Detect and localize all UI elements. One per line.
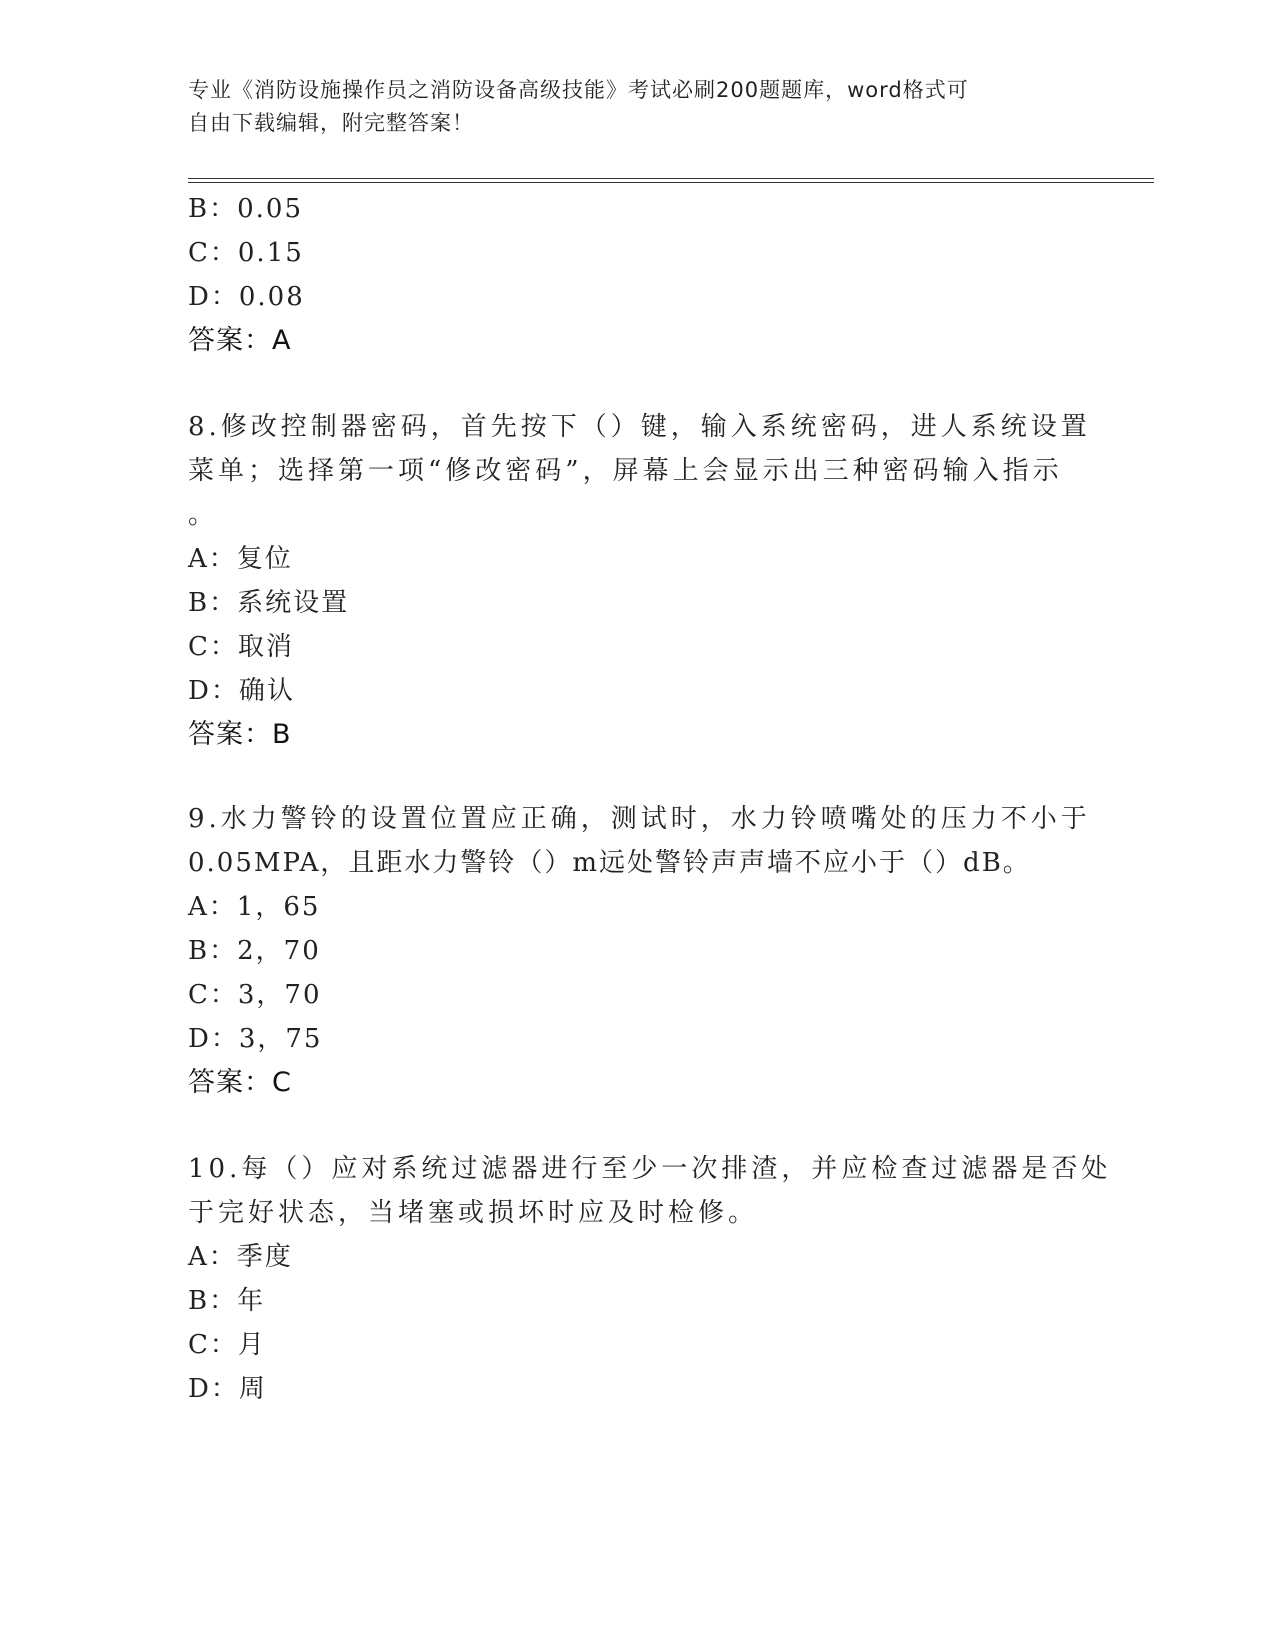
q9-option-b: B：2，70 xyxy=(188,936,321,966)
q8-stem-line-3: 。 xyxy=(188,500,219,530)
q7-option-b: B：0.05 xyxy=(188,194,303,224)
page-header xyxy=(188,74,1068,140)
q7-option-c: C：0.15 xyxy=(188,238,304,268)
q7-option-d: D：0.08 xyxy=(188,282,305,312)
q8-option-d: D：确认 xyxy=(188,676,295,706)
q10-option-a: A：季度 xyxy=(188,1242,293,1272)
q9-stem-line-2: 0.05MPA，且距水力警铃（）m远处警铃声声墙不应小于（）dB。 xyxy=(188,848,1031,878)
header-divider xyxy=(188,178,1154,183)
q7-answer: 答案：A xyxy=(188,325,292,356)
q8-option-a: A：复位 xyxy=(188,544,293,574)
q8-option-b: B：系统设置 xyxy=(188,588,350,618)
q9-answer: 答案：C xyxy=(188,1067,292,1098)
q10-stem-line-2: 于完好状态，当堵塞或损坏时应及时检修。 xyxy=(188,1198,759,1228)
header-line-1: 专业《消防设施操作员之消防设备高级技能》考试必刷200题题库，word格式可 xyxy=(188,78,969,102)
q9-stem-line-1: 9.水力警铃的设置位置应正确，测试时，水力铃喷嘴处的压力不小于 xyxy=(188,804,1091,834)
q10-option-d: D：周 xyxy=(188,1374,267,1404)
q9-option-c: C：3，70 xyxy=(188,980,322,1010)
q9-option-d: D：3，75 xyxy=(188,1024,323,1054)
q8-stem-line-2: 菜单；选择第一项“修改密码”，屏幕上会显示出三种密码输入指示 xyxy=(188,456,1063,486)
q10-option-b: B：年 xyxy=(188,1286,266,1316)
q8-option-c: C：取消 xyxy=(188,632,294,662)
q10-option-c: C：月 xyxy=(188,1330,266,1360)
q8-answer: 答案：B xyxy=(188,719,292,750)
header-line-2: 自由下载编辑，附完整答案！ xyxy=(188,111,474,135)
q10-stem-line-1: 10.每（）应对系统过滤器进行至少一次排渣，并应检查过滤器是否处 xyxy=(188,1154,1112,1184)
q8-stem-line-1: 8.修改控制器密码，首先按下（）键，输入系统密码，进人系统设置 xyxy=(188,412,1091,442)
q9-option-a: A：1，65 xyxy=(188,892,321,922)
